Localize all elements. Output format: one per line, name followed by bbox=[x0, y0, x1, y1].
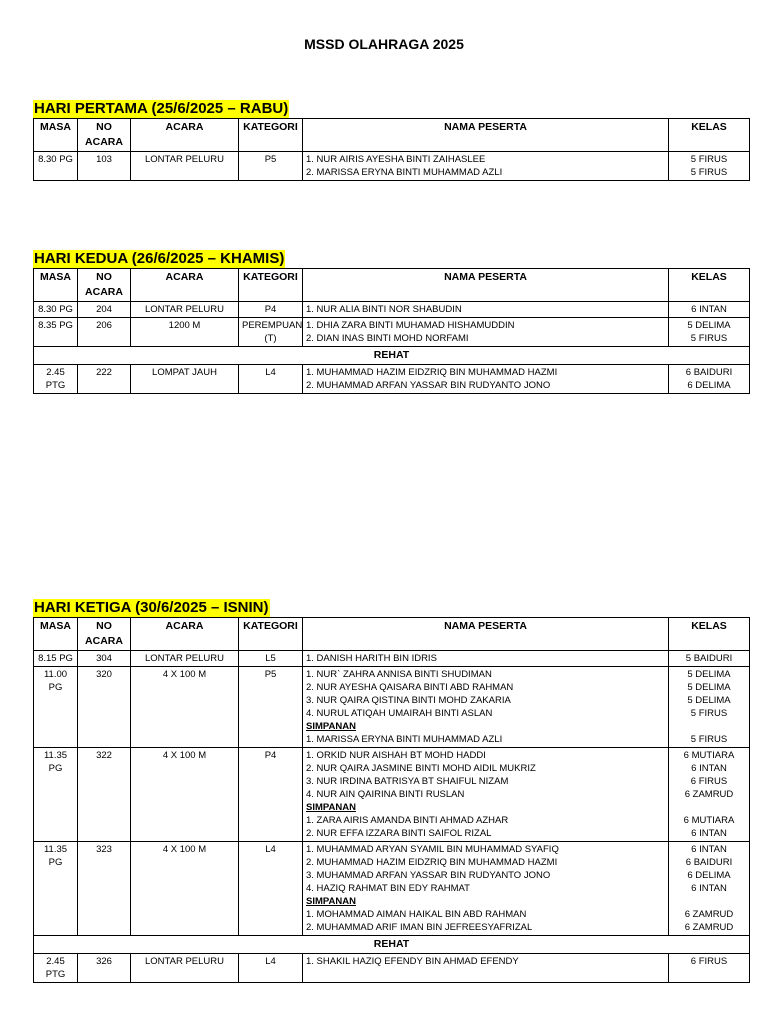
participant-name: 3. NUR QAIRA QISTINA BINTI MOHD ZAKARIA bbox=[306, 695, 511, 706]
participant-kelas bbox=[672, 895, 746, 908]
participant-name: 1. SHAKIL HAZIQ EFENDY BIN AHMAD EFENDY bbox=[306, 956, 519, 967]
nama-peserta-cell bbox=[303, 842, 669, 936]
header-acara: ACARA bbox=[131, 269, 239, 302]
participant-kelas: 5 FIRUS bbox=[690, 167, 728, 178]
participant-name: 1. NUR ALIA BINTI NOR SHABUDIN bbox=[306, 304, 462, 315]
participant-name: 4. NUR AIN QAIRINA BINTI RUSLAN bbox=[306, 789, 465, 800]
header-nama-peserta: NAMA PESERTA bbox=[303, 269, 669, 302]
participant-kelas: 5 FIRUS bbox=[690, 734, 728, 745]
day-heading: HARI KEDUA (26/6/2025 – KHAMIS) bbox=[34, 250, 285, 267]
participant-kelas: 6 MUTIARA bbox=[683, 815, 735, 826]
kategori-cell: L4 bbox=[239, 842, 303, 936]
masa-cell: 11.35 PG bbox=[34, 748, 78, 842]
event-row bbox=[34, 667, 750, 748]
participant-name: 1. MUHAMMAD ARYAN SYAMIL BIN MUHAMMAD SYAFIQ bbox=[306, 844, 559, 855]
day-heading: HARI PERTAMA (25/6/2025 – RABU) bbox=[34, 100, 289, 117]
participant-kelas: 5 BAIDURI bbox=[685, 653, 733, 664]
rehat-row bbox=[34, 347, 750, 365]
participant-name: 2. MUHAMMAD ARFAN YASSAR BIN RUDYANTO JONO bbox=[306, 380, 551, 391]
acara-cell: 1200 M bbox=[131, 318, 239, 347]
participant-kelas: 6 BAIDURI bbox=[685, 857, 733, 868]
participant-kelas: 6 MUTIARA bbox=[683, 750, 735, 761]
simpanan-label: SIMPANAN bbox=[306, 896, 356, 907]
masa-cell: 2.45 PTG bbox=[34, 954, 78, 983]
header-acara: ACARA bbox=[131, 618, 239, 651]
participant-kelas: 6 INTAN bbox=[691, 883, 727, 894]
kelas-cell bbox=[669, 365, 750, 394]
kategori-cell: L5 bbox=[239, 651, 303, 667]
nama-peserta-cell bbox=[303, 954, 669, 983]
header-kategori: KATEGORI bbox=[239, 119, 303, 152]
participant-name: 1. DANISH HARITH BIN IDRIS bbox=[306, 653, 437, 664]
participant-name: 1. ZARA AIRIS AMANDA BINTI AHMAD AZHAR bbox=[306, 815, 509, 826]
masa-cell: 8.30 PG bbox=[34, 152, 78, 181]
participant-kelas bbox=[672, 801, 746, 814]
acara-cell: 4 X 100 M bbox=[131, 842, 239, 936]
kelas-cell bbox=[669, 302, 750, 318]
no-acara-cell: 326 bbox=[78, 954, 131, 983]
participant-kelas: 6 FIRUS bbox=[690, 776, 728, 787]
participant-kelas: 6 FIRUS bbox=[690, 956, 728, 967]
header-row bbox=[34, 269, 750, 302]
participant-kelas: 5 FIRUS bbox=[690, 154, 728, 165]
participant-name: 1. ORKID NUR AISHAH BT MOHD HADDI bbox=[306, 750, 486, 761]
participant-name: 3. MUHAMMAD ARFAN YASSAR BIN RUDYANTO JONO bbox=[306, 870, 551, 881]
masa-cell: 2.45 PTG bbox=[34, 365, 78, 394]
nama-peserta-cell bbox=[303, 302, 669, 318]
header-kelas: KELAS bbox=[669, 119, 750, 152]
header-masa: MASA bbox=[34, 269, 78, 302]
nama-peserta-cell bbox=[303, 318, 669, 347]
acara-cell: LONTAR PELURU bbox=[131, 152, 239, 181]
kelas-cell bbox=[669, 318, 750, 347]
participant-kelas: 6 INTAN bbox=[691, 763, 727, 774]
no-acara-cell: 204 bbox=[78, 302, 131, 318]
rehat-row bbox=[34, 936, 750, 954]
participant-kelas: 6 INTAN bbox=[691, 304, 727, 315]
participant-name: 2. NUR QAIRA JASMINE BINTI MOHD AIDIL MUKRIZ bbox=[306, 763, 536, 774]
participant-kelas: 6 BAIDURI bbox=[685, 367, 733, 378]
masa-cell: 11.00 PG bbox=[34, 667, 78, 748]
header-masa: MASA bbox=[34, 119, 78, 152]
acara-cell: LOMPAT JAUH bbox=[131, 365, 239, 394]
kategori-cell: L4 bbox=[239, 954, 303, 983]
schedule-table bbox=[33, 617, 750, 983]
no-acara-cell: 322 bbox=[78, 748, 131, 842]
participant-name: 4. HAZIQ RAHMAT BIN EDY RAHMAT bbox=[306, 883, 470, 894]
nama-peserta-cell bbox=[303, 365, 669, 394]
kelas-cell bbox=[669, 748, 750, 842]
participant-kelas: 5 DELIMA bbox=[687, 682, 731, 693]
kategori-cell: P5 bbox=[239, 667, 303, 748]
kelas-cell bbox=[669, 667, 750, 748]
simpanan-label: SIMPANAN bbox=[306, 721, 356, 732]
participant-name: 2. NUR AYESHA QAISARA BINTI ABD RAHMAN bbox=[306, 682, 514, 693]
header-kategori: KATEGORI bbox=[239, 618, 303, 651]
acara-cell: 4 X 100 M bbox=[131, 748, 239, 842]
participant-kelas: 6 ZAMRUD bbox=[684, 789, 734, 800]
participant-name: 1. MARISSA ERYNA BINTI MUHAMMAD AZLI bbox=[306, 734, 503, 745]
participant-name: 4. NURUL ATIQAH UMAIRAH BINTI ASLAN bbox=[306, 708, 493, 719]
acara-cell: LONTAR PELURU bbox=[131, 954, 239, 983]
no-acara-cell: 320 bbox=[78, 667, 131, 748]
header-nama-peserta: NAMA PESERTA bbox=[303, 119, 669, 152]
kategori-cell: P4 bbox=[239, 302, 303, 318]
participant-kelas: 6 INTAN bbox=[691, 828, 727, 839]
participant-kelas bbox=[672, 720, 746, 733]
header-no-acara: NO ACARA bbox=[78, 618, 131, 651]
participant-name: 1. NUR` ZAHRA ANNISA BINTI SHUDIMAN bbox=[306, 669, 492, 680]
masa-cell: 8.15 PG bbox=[34, 651, 78, 667]
event-row bbox=[34, 651, 750, 667]
participant-kelas: 5 FIRUS bbox=[690, 333, 728, 344]
rehat-label: REHAT bbox=[34, 936, 750, 954]
schedule-table bbox=[33, 268, 750, 394]
participant-name: 1. MOHAMMAD AIMAN HAIKAL BIN ABD RAHMAN bbox=[306, 909, 527, 920]
participant-kelas: 6 ZAMRUD bbox=[684, 909, 734, 920]
participant-name: 2. MUHAMMAD HAZIM EIDZRIQ BIN MUHAMMAD HAZMI bbox=[306, 857, 558, 868]
no-acara-cell: 103 bbox=[78, 152, 131, 181]
participant-kelas: 5 DELIMA bbox=[687, 669, 731, 680]
header-kategori: KATEGORI bbox=[239, 269, 303, 302]
event-row bbox=[34, 302, 750, 318]
event-row bbox=[34, 318, 750, 347]
acara-cell: 4 X 100 M bbox=[131, 667, 239, 748]
participant-name: 2. MUHAMMAD ARIF IMAN BIN JEFREESYAFRIZAL bbox=[306, 922, 533, 933]
event-row bbox=[34, 954, 750, 983]
header-acara: ACARA bbox=[131, 119, 239, 152]
participant-name: 2. NUR EFFA IZZARA BINTI SAIFOL RIZAL bbox=[306, 828, 492, 839]
rehat-label: REHAT bbox=[34, 347, 750, 365]
schedule-table bbox=[33, 118, 750, 181]
day-section bbox=[33, 250, 749, 394]
participant-kelas: 5 FIRUS bbox=[690, 708, 728, 719]
participant-name: 1. DHIA ZARA BINTI MUHAMAD HISHAMUDDIN bbox=[306, 320, 515, 331]
no-acara-cell: 222 bbox=[78, 365, 131, 394]
participant-kelas: 6 DELIMA bbox=[687, 870, 731, 881]
kelas-cell bbox=[669, 651, 750, 667]
simpanan-label: SIMPANAN bbox=[306, 802, 356, 813]
header-nama-peserta: NAMA PESERTA bbox=[303, 618, 669, 651]
acara-cell: LONTAR PELURU bbox=[131, 651, 239, 667]
header-kelas: KELAS bbox=[669, 618, 750, 651]
kategori-cell: P4 bbox=[239, 748, 303, 842]
kategori-cell: L4 bbox=[239, 365, 303, 394]
masa-cell: 8.30 PG bbox=[34, 302, 78, 318]
header-row bbox=[34, 618, 750, 651]
day-heading: HARI KETIGA (30/6/2025 – ISNIN) bbox=[34, 599, 269, 616]
participant-kelas: 6 ZAMRUD bbox=[684, 922, 734, 933]
kelas-cell bbox=[669, 954, 750, 983]
event-row bbox=[34, 842, 750, 936]
participant-name: 1. MUHAMMAD HAZIM EIDZRIQ BIN MUHAMMAD HAZMI bbox=[306, 367, 558, 378]
header-row bbox=[34, 119, 750, 152]
header-kelas: KELAS bbox=[669, 269, 750, 302]
participant-kelas: 6 INTAN bbox=[691, 844, 727, 855]
kelas-cell bbox=[669, 152, 750, 181]
header-no-acara: NO ACARA bbox=[78, 119, 131, 152]
participant-kelas: 5 DELIMA bbox=[687, 695, 731, 706]
participant-kelas: 5 DELIMA bbox=[687, 320, 731, 331]
participant-kelas: 6 DELIMA bbox=[687, 380, 731, 391]
kategori-cell: P5 bbox=[239, 152, 303, 181]
document-title: MSSD OLAHRAGA 2025 bbox=[304, 36, 464, 52]
header-no-acara: NO ACARA bbox=[78, 269, 131, 302]
acara-cell: LONTAR PELURU bbox=[131, 302, 239, 318]
no-acara-cell: 323 bbox=[78, 842, 131, 936]
masa-cell: 11.35 PG bbox=[34, 842, 78, 936]
header-masa: MASA bbox=[34, 618, 78, 651]
nama-peserta-cell bbox=[303, 667, 669, 748]
nama-peserta-cell bbox=[303, 651, 669, 667]
event-row bbox=[34, 152, 750, 181]
day-section bbox=[33, 599, 749, 983]
no-acara-cell: 206 bbox=[78, 318, 131, 347]
participant-name: 1. NUR AIRIS AYESHA BINTI ZAIHASLEE bbox=[306, 154, 486, 165]
event-row bbox=[34, 748, 750, 842]
participant-name: 3. NUR IRDINA BATRISYA BT SHAIFUL NIZAM bbox=[306, 776, 509, 787]
nama-peserta-cell bbox=[303, 152, 669, 181]
participant-name: 2. DIAN INAS BINTI MOHD NORFAMI bbox=[306, 333, 469, 344]
masa-cell: 8.35 PG bbox=[34, 318, 78, 347]
nama-peserta-cell bbox=[303, 748, 669, 842]
participant-name: 2. MARISSA ERYNA BINTI MUHAMMAD AZLI bbox=[306, 167, 503, 178]
kategori-cell: PEREMPUAN (T) bbox=[239, 318, 303, 347]
day-section bbox=[33, 100, 749, 181]
event-row bbox=[34, 365, 750, 394]
kelas-cell bbox=[669, 842, 750, 936]
no-acara-cell: 304 bbox=[78, 651, 131, 667]
